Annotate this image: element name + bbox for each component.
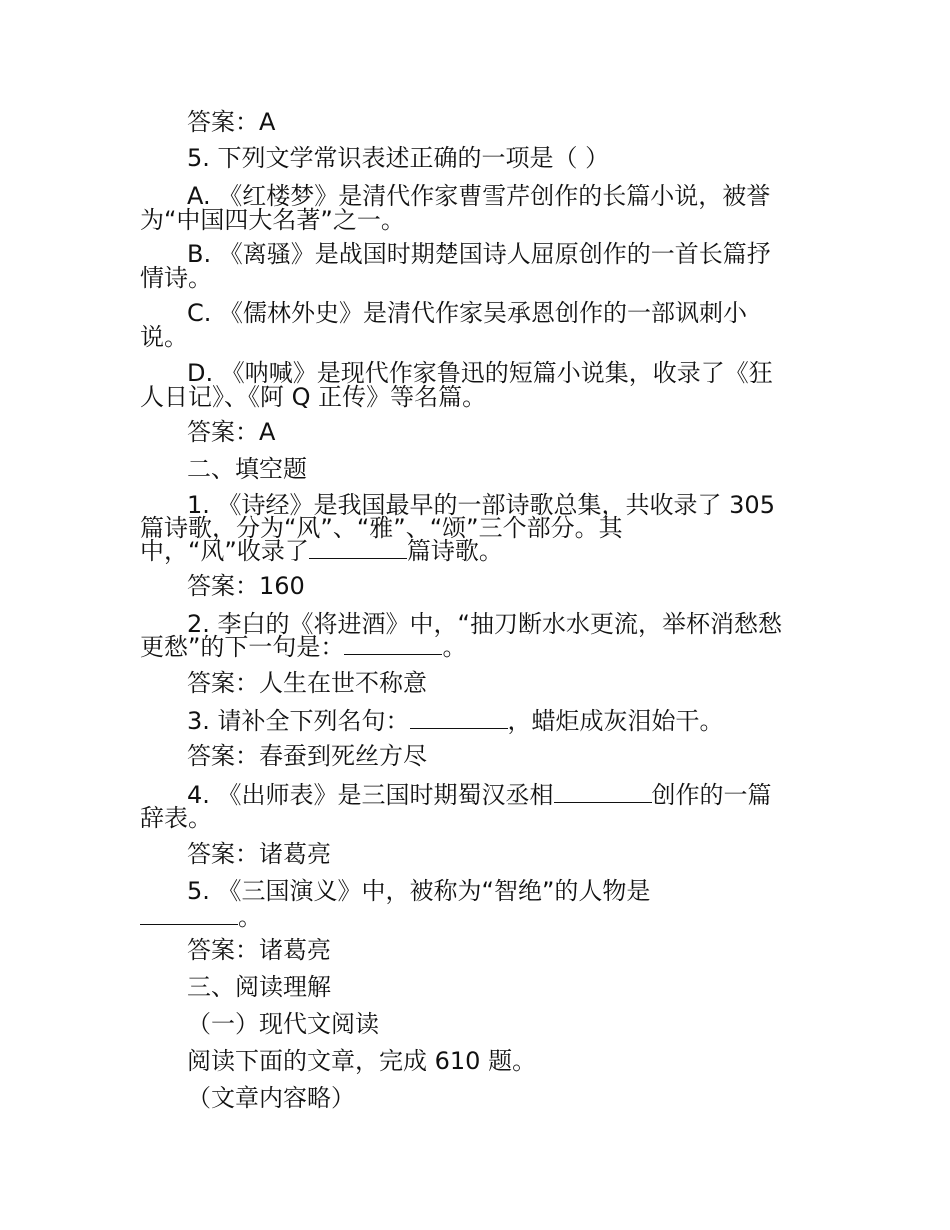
option-c-line-1: C. 《儒林外史》是清代作家吴承恩创作的一部讽刺小 [187,299,748,327]
answer-blank [410,710,508,729]
answer-blank [344,636,442,655]
answer-line: 答案：诸葛亮 [187,936,331,964]
option-d-line-1: D. 《呐喊》是现代作家鲁迅的短篇小说集，收录了《狂 [187,359,773,387]
answer-line: 答案：A [187,418,276,446]
answer-line: 答案：诸葛亮 [187,840,331,868]
answer-blank [554,784,652,803]
fill-question-5-line-2: 。 [140,905,810,929]
fill-question-1-line-1: 1. 《诗经》是我国最早的一部诗歌总集，共收录了 305 [187,491,775,519]
section-heading-reading: 三、阅读理解 [187,973,331,1001]
answer-blank [140,906,238,925]
answer-line: 答案：人生在世不称意 [187,669,427,697]
answer-blank [309,540,407,559]
article-placeholder: （文章内容略） [187,1084,355,1112]
fill-question-2-line-2: 更愁”的下一句是： 。 [140,633,467,661]
fill-question-1-line-3: 中，“风”收录了 篇诗歌。 [140,537,503,565]
subsection-heading: （一）现代文阅读 [187,1010,379,1038]
fill-question-2-line-1: 2. 李白的《将进酒》中，“抽刀断水水更流，举杯消愁愁 [187,610,782,638]
fill-question-5-line-1: 5. 《三国演义》中，被称为“智绝”的人物是 [187,877,651,905]
fill-question-4-line-2: 辞表。 [140,804,212,832]
option-a-line-2: 为“中国四大名著”之一。 [140,206,405,234]
option-b-line-2: 情诗。 [140,264,212,292]
fill-question-4-line-1: 4. 《出师表》是三国时期蜀汉丞相 创作的一篇 [187,781,772,809]
section-heading-fill-in: 二、填空题 [187,455,307,483]
option-d-line-2: 人日记》、《阿 Q 正传》等名篇。 [140,383,487,411]
answer-line: 答案：160 [187,572,305,600]
option-a-line-1: A. 《红楼梦》是清代作家曹雪芹创作的长篇小说，被誉 [187,182,771,210]
fill-question-3-line: 3. 请补全下列名句： ，蜡炬成灰泪始干。 [187,707,724,735]
answer-line: 答案：春蚕到死丝方尽 [187,742,427,770]
question-5-line: 5. 下列文学常识表述正确的一项是（ ） [187,144,610,172]
reading-instruction: 阅读下面的文章，完成 610 题。 [187,1047,537,1075]
fill-question-1-line-2: 篇诗歌，分为“风”、“雅”、“颂”三个部分。其 [140,514,623,542]
option-b-line-1: B. 《离骚》是战国时期楚国诗人屈原创作的一首长篇抒 [187,240,771,268]
answer-line: 答案：A [187,108,276,136]
option-c-line-2: 说。 [140,323,188,351]
